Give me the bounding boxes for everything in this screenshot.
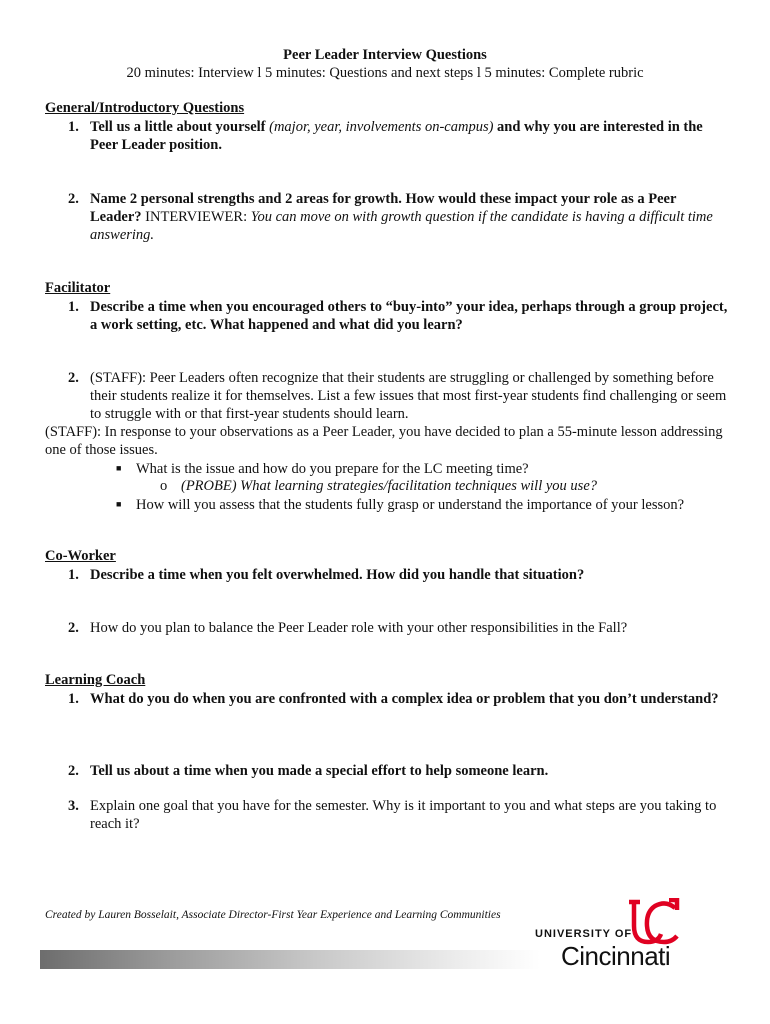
coworker-question-2 bbox=[68, 619, 728, 637]
bullet-item-assess bbox=[116, 495, 684, 514]
question-text: (STAFF): Peer Leaders often recognize that their students are struggling or challenged by something before their students realize it for themselves. List a few issues that most first-year students find challenging or seem to struggle with or that first-year students should learn. bbox=[90, 370, 727, 422]
question-text: What do you do when you are confronted with a complex idea or problem that you don’t understand? bbox=[90, 691, 719, 707]
university-logo bbox=[535, 898, 695, 974]
footer-credit: Created by Lauren Bosselait, Associate Director-First Year Experience and Learning Communities bbox=[45, 909, 501, 921]
question-number: 1. bbox=[68, 119, 79, 135]
question-number: 1. bbox=[68, 299, 79, 315]
question-number: 2. bbox=[68, 370, 79, 386]
circle-bullet-icon: o bbox=[160, 478, 168, 494]
bullet-item-prepare bbox=[116, 459, 529, 478]
facilitator-question-2 bbox=[68, 369, 728, 423]
interviewer-label: INTERVIEWER: bbox=[145, 209, 248, 225]
general-question-2 bbox=[68, 190, 728, 244]
staff-note: (STAFF): In response to your observations as a Peer Leader, you have decided to plan a 55-minute lesson addressing one of those issues. bbox=[45, 424, 723, 458]
question-number: 3. bbox=[68, 798, 79, 814]
footer-gradient-bar bbox=[40, 950, 540, 969]
question-text-continued: and why you are interested in the Peer Leader position. bbox=[90, 119, 703, 153]
general-question-1 bbox=[68, 118, 728, 154]
bullet-item-probe bbox=[160, 477, 597, 495]
coach-question-2 bbox=[68, 762, 728, 780]
bullet-text: How will you assess that the students fully grasp or understand the importance of your lesson? bbox=[136, 497, 685, 513]
square-bullet-icon: ■ bbox=[116, 463, 122, 473]
question-text: Explain one goal that you have for the semester. Why is it important to you and what steps are you taking to reach it? bbox=[90, 798, 717, 832]
section-heading-general: General/Introductory Questions bbox=[45, 100, 245, 116]
logo-text-university-of: UNIVERSITY OF bbox=[535, 928, 633, 940]
question-number: 2. bbox=[68, 191, 79, 207]
coworker-question-1 bbox=[68, 566, 728, 584]
question-number: 2. bbox=[68, 620, 79, 636]
question-text: How do you plan to balance the Peer Leader role with your other responsibilities in the Fall? bbox=[90, 620, 628, 636]
question-text: Name 2 personal strengths and 2 areas for growth. How would these impact your role as a Peer Leader? bbox=[90, 191, 677, 225]
section-heading-facilitator: Facilitator bbox=[45, 280, 111, 296]
section-heading-learning-coach: Learning Coach bbox=[45, 672, 146, 688]
question-text: Describe a time when you felt overwhelmed. How did you handle that situation? bbox=[90, 567, 585, 583]
bullet-text: What is the issue and how do you prepare for the LC meeting time? bbox=[136, 461, 529, 477]
bullet-text: (PROBE) What learning strategies/facilitation techniques will you use? bbox=[181, 478, 598, 494]
question-number: 1. bbox=[68, 691, 79, 707]
question-aside: (major, year, involvements on-campus) bbox=[269, 119, 494, 135]
logo-text-cincinnati: Cincinnati bbox=[561, 941, 671, 971]
square-bullet-icon: ■ bbox=[116, 499, 122, 509]
question-text: Describe a time when you encouraged others to “buy-into” your idea, perhaps through a group project, a work setting, etc. What happened and what did you learn? bbox=[90, 299, 728, 333]
interviewer-note: You can move on with growth question if the candidate is having a difficult time answering. bbox=[90, 209, 713, 243]
coach-question-3 bbox=[68, 797, 728, 833]
section-heading-coworker: Co-Worker bbox=[45, 548, 116, 564]
question-text: Tell us about a time when you made a special effort to help someone learn. bbox=[90, 763, 549, 779]
page-title: Peer Leader Interview Questions bbox=[283, 47, 487, 63]
coach-question-1 bbox=[68, 690, 728, 708]
question-number: 1. bbox=[68, 567, 79, 583]
question-text: Tell us a little about yourself bbox=[90, 119, 266, 135]
question-number: 2. bbox=[68, 763, 79, 779]
facilitator-question-1 bbox=[68, 298, 728, 334]
page-subtitle: 20 minutes: Interview l 5 minutes: Questions and next steps l 5 minutes: Complete rubric bbox=[126, 65, 644, 81]
